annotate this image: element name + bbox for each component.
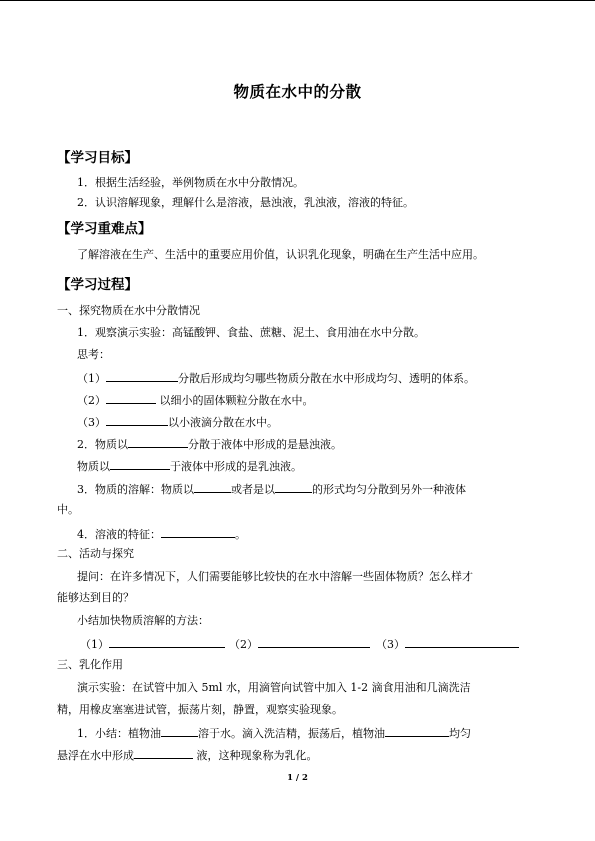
section-heading-process: 【学习过程】 [57,277,138,293]
answer-blank[interactable] [106,370,178,382]
item-3-lead: 3．物质的溶解：物质以 [77,483,194,496]
page-top-rule [0,0,595,1]
summary-lead: 1．小结：植物油 [77,727,161,740]
part3-summary-line-1 [77,725,471,741]
item-2-tail: 分散于液体中形成的是悬浊液。 [188,438,342,451]
page-number: 1 / 2 [287,773,308,783]
item-4-tail: 。 [235,528,246,541]
part2-question-line-2: 能够达到目的？ [57,591,134,604]
question-2 [77,392,314,408]
item-3-mid: 或者是以 [231,483,275,496]
answer-blank[interactable] [106,414,168,426]
part3-demo-line-2: 精，用橡皮塞塞进试管，振荡片刻，静置，观察实验现象。 [57,703,343,716]
part3-demo-line-1: 演示实验：在试管中加入 5ml 水，用滴管向试管中加入 1-2 滴食用油和几滴洗洁 [77,681,471,694]
section-heading-keypoints: 【学习重难点】 [57,221,152,237]
answer-blank[interactable] [128,436,188,448]
summary-mid: 溶于水。滴入洗洁精，振荡后，植物油 [198,727,385,740]
part1-demo: 1．观察演示实验：高锰酸钾、食盐、蔗糖、泥土、食用油在水中分散。 [77,326,425,339]
objective-item-1: 1．根据生活经验，举例物质在水中分散情况。 [77,176,304,189]
answer-blank[interactable] [106,392,156,404]
part1-item-3 [77,481,466,497]
methods-row [80,636,519,652]
part1-heading: 一、探究物质在水中分散情况 [57,304,200,317]
method-3-number: （3） [376,638,405,651]
section-heading-objectives: 【学习目标】 [57,150,138,166]
objective-item-2: 2．认识溶解现象，理解什么是溶液，悬浊液，乳浊液，溶液的特征。 [77,196,414,209]
question-2-number: （2） [77,394,106,407]
keypoints-text: 了解溶液在生产、生活中的重要应用价值，认识乳化现象，明确在生产生活中应用。 [77,248,484,261]
method-1-number: （1） [80,638,109,651]
part3-summary-line-2 [57,747,318,763]
question-1-text: 分散后形成均匀哪些物质分散在水中形成均匀、透明的体系。 [178,372,475,385]
answer-blank[interactable] [275,481,312,493]
answer-blank[interactable] [134,747,193,759]
part1-item-3-cont: 中。 [57,503,79,516]
answer-blank[interactable] [258,636,370,648]
item-4-lead: 4．溶液的特征： [77,528,161,541]
part1-think: 思考： [77,348,110,361]
question-3 [77,414,278,430]
item-2b-tail: 于液体中形成的是乳浊液。 [170,460,302,473]
answer-blank[interactable] [405,636,519,648]
answer-blank[interactable] [194,481,231,493]
part1-item-2 [77,436,342,452]
page-title: 物质在水中的分散 [233,83,362,101]
part2-question-line-1: 提问：在许多情况下，人们需要能够比较快的在水中溶解一些固体物质？怎么样才 [77,570,473,583]
answer-blank[interactable] [110,458,170,470]
question-3-text: 以小液滴分散在水中。 [168,416,278,429]
summary-tail: 均匀 [449,727,471,740]
question-1-number: （1） [77,372,106,385]
method-2-number: （2） [229,638,258,651]
part2-summary: 小结加快物质溶解的方法： [77,614,209,627]
part2-heading: 二、活动与探究 [57,547,134,560]
item-3-tail: 的形式均匀分散到另外一种液体 [312,483,466,496]
answer-blank[interactable] [385,725,449,737]
part1-item-4 [77,526,246,542]
question-2-text: 以细小的固体颗粒分散在水中。 [156,394,314,407]
item-2b-lead: 物质以 [77,460,110,473]
part1-item-2b [77,458,302,474]
question-3-number: （3） [77,416,106,429]
question-1 [77,370,475,386]
summary2-lead: 悬浮在水中形成 [57,749,134,762]
answer-blank[interactable] [109,636,225,648]
summary2-tail: 液，这种现象称为乳化。 [193,749,318,762]
answer-blank[interactable] [161,725,198,737]
item-2-lead: 2．物质以 [77,438,128,451]
answer-blank[interactable] [161,526,235,538]
part3-heading: 三、乳化作用 [57,658,123,671]
